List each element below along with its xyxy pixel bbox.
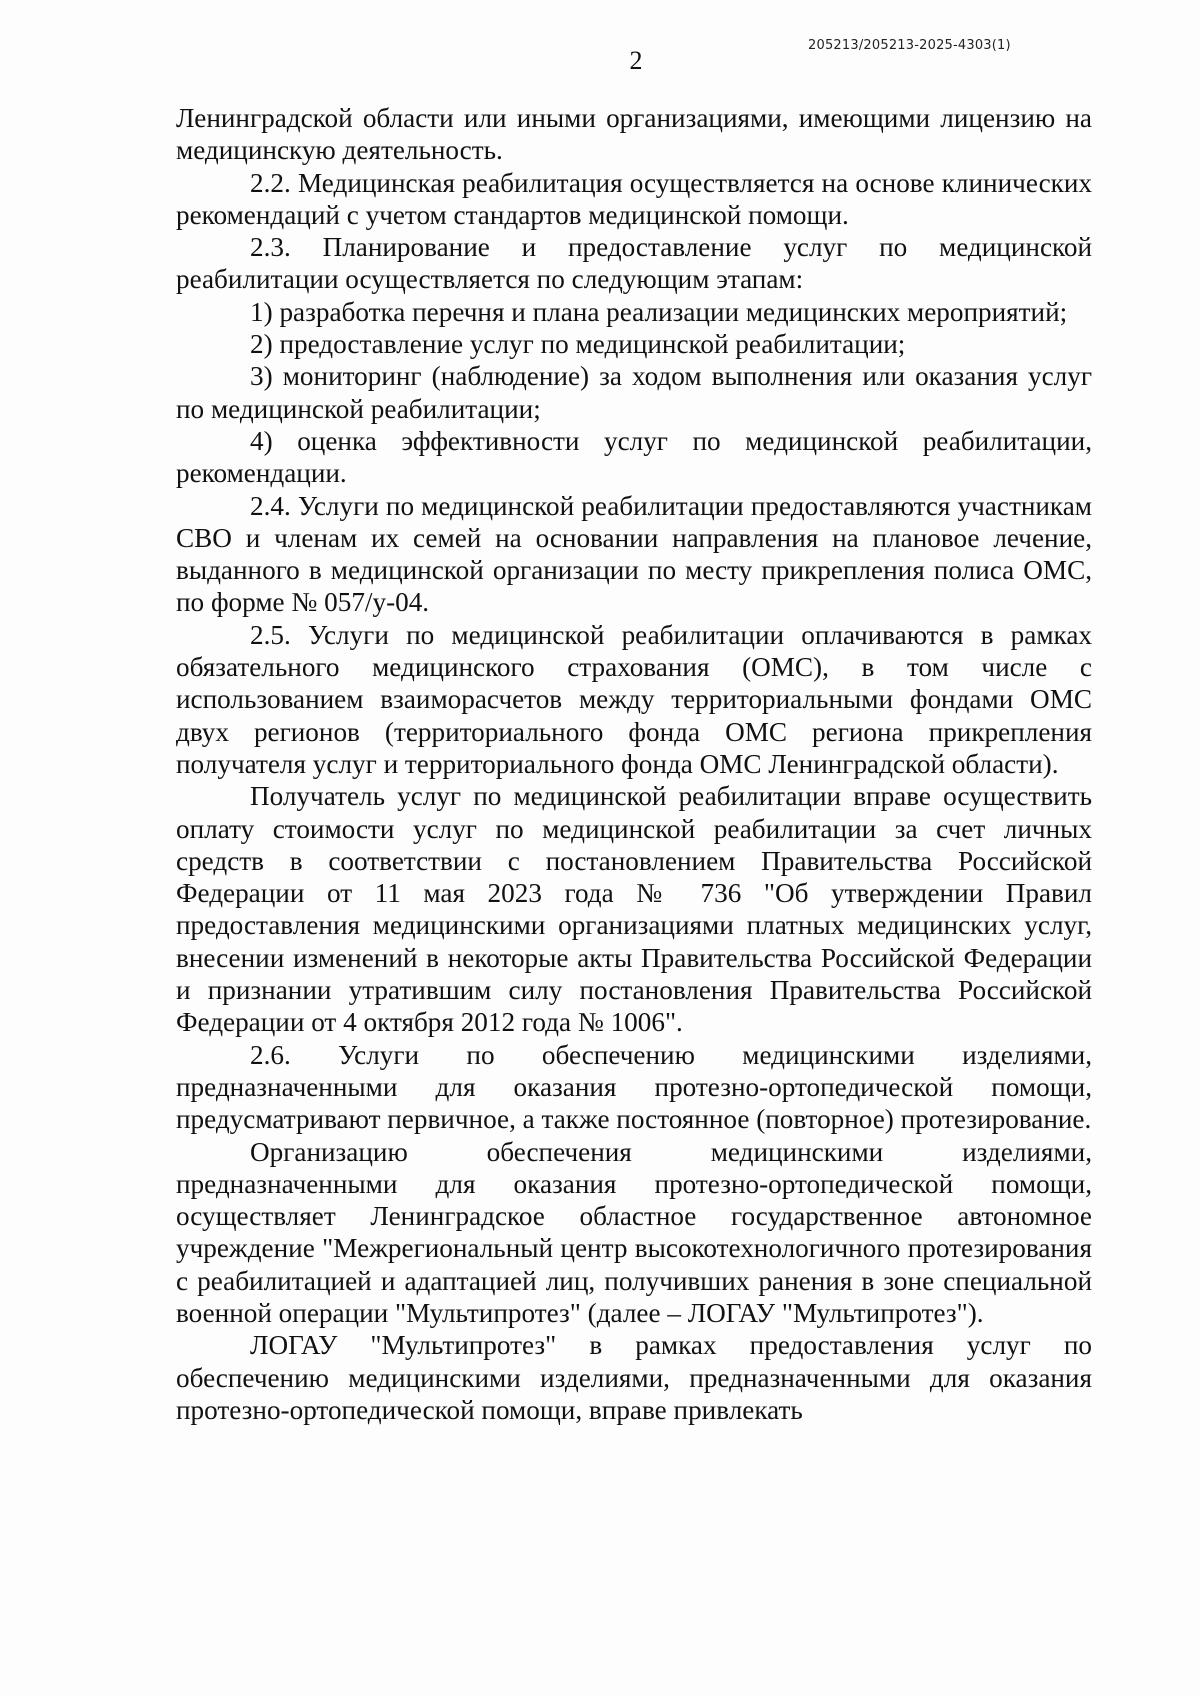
paragraph-2-6-logau: ЛОГАУ "Мультипротез" в рамках предоставления услуг по обеспечению медицинскими изделиями, предназначенными для оказания протезно-ортопедической помощи, вправе привлекать <box>176 1330 1092 1425</box>
paragraph-2-6-organization: Организацию обеспечения медицинскими изделиями, предназначенными для оказания протезно-ортопедической помощи, осуществляет Ленинградское областное государственное автономное учреждение "Межрегиональный центр высокотехнологичного протезирования с реабилитацией и адаптацией лиц, получивших ранения в зоне специальной военной операции "Мультипротез" (далее – ЛОГАУ "Мультипротез"). <box>176 1136 1092 1328</box>
list-item-1: 1) разработка перечня и плана реализации медицинских мероприятий; <box>250 296 1068 327</box>
paragraph-continuation: Ленинградской области или иными организациями, имеющими лицензию на медицинскую деятельность. <box>176 103 1092 166</box>
paragraph-2-4: 2.4. Услуги по медицинской реабилитации предоставляются участникам СВО и членам их семей на основании направления на плановое лечение, выданного в медицинской организации по месту прикрепления полиса ОМС, по форме № 057/у-04. <box>176 490 1092 618</box>
page-number: 2 <box>629 46 643 75</box>
document-body <box>176 102 1092 1426</box>
document-registration-number: 205213/205213-2025-4303(1) <box>808 38 1011 53</box>
list-item-3: 3) мониторинг (наблюдение) за ходом выполнения или оказания услуг по медицинской реабилитации; <box>176 361 1092 424</box>
paragraph-2-2: 2.2. Медицинская реабилитация осуществляется на основе клинических рекомендаций с учетом стандартов медицинской помощи. <box>176 167 1092 230</box>
paragraph-2-6: 2.6. Услуги по обеспечению медицинскими изделиями, предназначенными для оказания протезно-ортопедической помощи, предусматривают первичное, а также постоянное (повторное) протезирование. <box>176 1039 1092 1135</box>
paragraph-2-3: 2.3. Планирование и предоставление услуг по медицинской реабилитации осуществляется по следующим этапам: <box>176 232 1092 295</box>
list-item-4: 4) оценка эффективности услуг по медицинской реабилитации, рекомендации. <box>176 425 1092 489</box>
paragraph-2-5: 2.5. Услуги по медицинской реабилитации оплачиваются в рамках обязательного медицинского страхования (ОМС), в том числе с использованием взаиморасчетов между территориальными фондами ОМС двух регионов (территориального фонда ОМС региона прикрепления получателя услуг и территориального фонда ОМС Ленинградской области). <box>176 619 1092 779</box>
list-item-2: 2) предоставление услуг по медицинской реабилитации; <box>250 329 906 360</box>
paragraph-2-5-payment: Получатель услуг по медицинской реабилитации вправе осуществить оплату стоимости услуг по медицинской реабилитации за счет личных средств в соответствии с постановлением Правительства Российской Федерации от 11 мая 2023 года № 736 "Об утверждении Правил предоставления медицинскими организациями платных медицинских услуг, внесении изменений в некоторые акты Правительства Российской Федерации и признании утратившим силу постановления Правительства Российской Федерации от 4 октября 2012 года № 1006". <box>176 781 1092 1038</box>
